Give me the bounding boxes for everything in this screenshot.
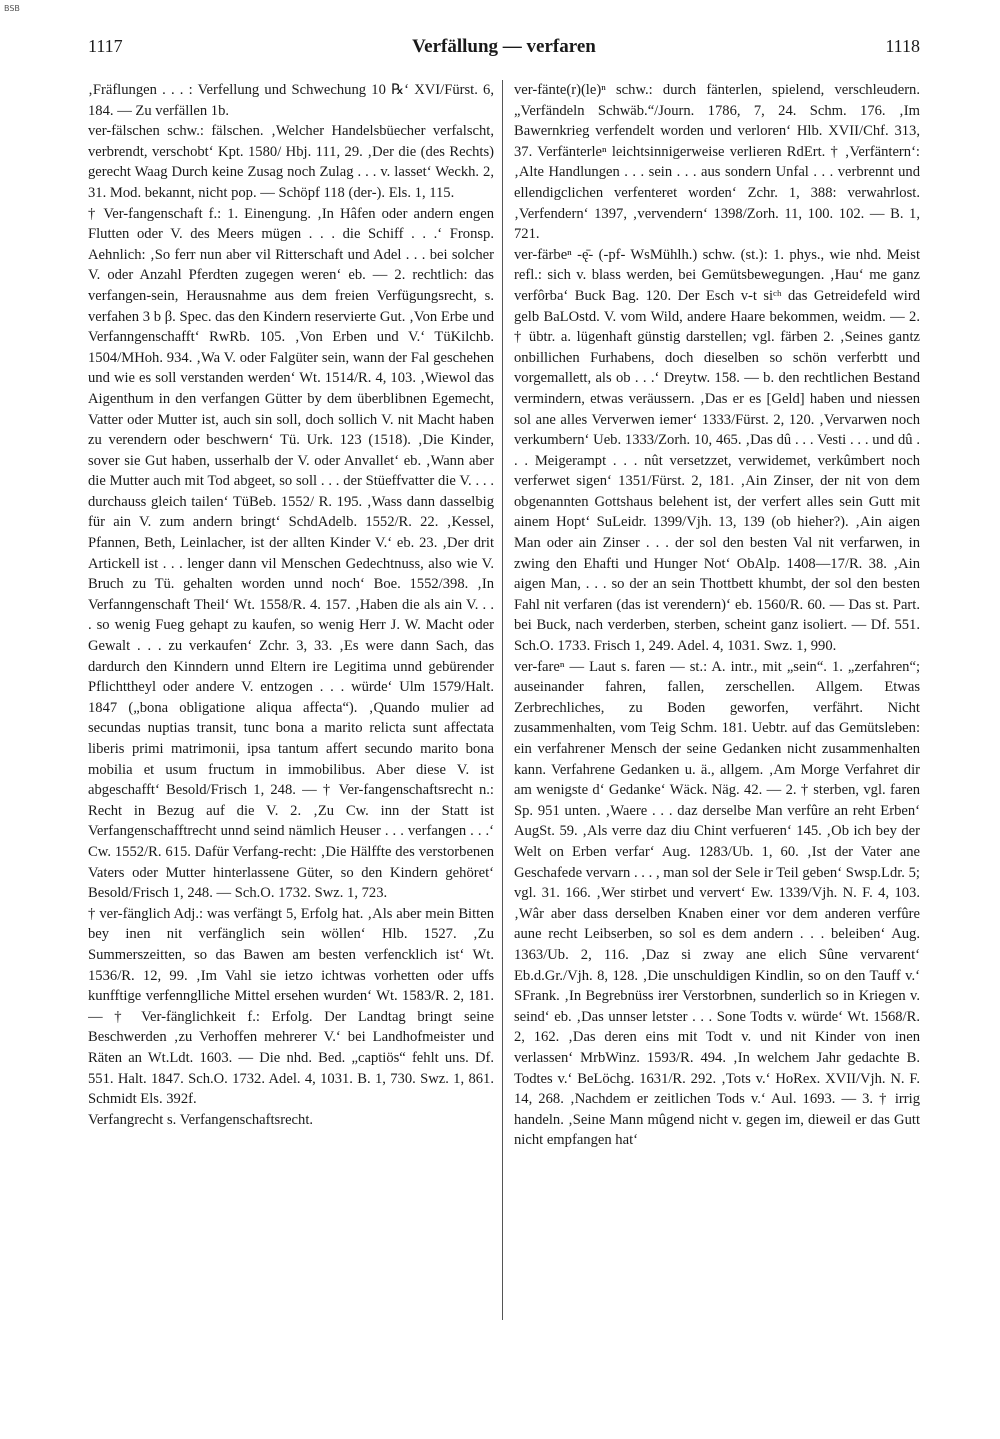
library-stamp: BSB (4, 4, 20, 13)
right-column (514, 80, 920, 1320)
entry-ver-faelschen: ver-fälschen schw.: fälschen. ‚Welcher Handelsbüecher verfalscht, verbrendt, verschobt‘ Kpt. 1580/ Hbj. 111, 29. ‚Der die (des Rechts) gerecht Waag Durch keine Zusag noch Zulag . . . v. lasset‘ Weckh. 2, 31. Mod. bekannt, nicht pop. — Schöpf 118 (der-). Els. 1, 115. (88, 123, 494, 201)
entry-ver-faenglich: † ver-fänglich Adj.: was verfängt 5, Erfolg hat. ‚Als aber mein Bitten bey inen nit verfänglich sein wöllen‘ Hlb. 1527. ‚Zu Summerszeitten, so das Bawen am besten verfencklich ist‘ Wt. 1536/R. 12, 99. ‚Im Vahl sie ietzo ichtwas vorhetten oder uffs kunfftige verfennglliche Mittel ersehen wurden‘ Wt. 1583/R. 2, 181. — † Ver-fänglichkeit f.: Erfolg. Der Landtag bringt seine Beschwerden ‚zu Verhoffen mehrerer V.‘ bei Landhofmeister und Räten an Wt.Ldt. 1603. — Die nhd. Bed. „captiös“ fehlt uns. Df. 551. Halt. 1847. Sch.O. 1732. Adel. 4, 1031. B. 1, 730. Swz. 1, 861. Schmidt Els. 392f. (88, 905, 494, 1108)
entry-ver-faerben: ver-färbeⁿ -ę̄- (-pf- WsMühlh.) schw. (st.): 1. phys., wie nhd. Meist refl.: sich v. blass werden, bei Gemütsbewegungen. ‚Hau‘ me ganz verfôrba‘ Buck Bag. 120. Der Esch v-t siᶜʰ das Getreidefeld wird gelb BaLOstd. V. vom Wild, andere Haare bekommen, weidm. — 2. † übtr. a. lügenhaft günstig darstellen; vgl. färben 2. ‚Seines gantz onbillichen Furhabens, doch dieselben so schön verferbtt und vorgemallett, als ob . . .‘ Dreytw. 158. — b. den rechtlichen Bestand vermindern, etwas veräussern. ‚Das er es [Geld] haben und niessen sol ane alles Ververwen iemer‘ 1333/Fürst. 2, 120. ‚Vervarwen noch verkumbern‘ Ueb. 1333/Zorh. 10, 465. ‚Das dû . . . Vesti . . . und dû . . . Meigerampt . . . nût versetzzet, verwidemet, verkûmbert noch verferwet sigen‘ 1351/Fürst. 2, 181. ‚Ain Zinser, der nit von dem obgenannten Gottshaus belehent ist, der verfert alles sein Gutt mit ainem Hopt‘ SuLeidr. 1399/Vjh. 13, 139 (ob hieher?). ‚Ain aigen Man oder ain Zinser . . . der sol den besten Val nit verfarwen, in zwing den Ehafti und Hunger Not‘ ObAlp. 1408—17/R. 38. ‚Ain aigen Man, . . . so der an sein Thottbett khumbt, der sol den besten Fahl nit verfaren (das ist verendern)‘ eb. 1560/R. 60. — Das st. Part. bei Buck, nach verderben, sterben, scheint ganz isoliert. — Df. 551. Sch.O. 1733. Frisch 1, 249. Adel. 4, 1031. Swz. 1, 990. (514, 246, 920, 655)
page-header (88, 36, 920, 60)
page-number-left: 1117 (88, 36, 123, 56)
running-title: Verfällung — verfaren (412, 36, 596, 57)
entry-verfangrecht: Verfangrecht s. Verfangenschaftsrecht. (88, 1111, 314, 1128)
entry-ver-faren: ver-fareⁿ — Laut s. faren — st.: A. intr., mit „sein“. 1. „zerfahren“; auseinander fahren, fallen, zerschellen. Allgem. Etwas Zerbrechliches, zu Boden geworfen, verfährt. Nicht zusammenhalten, vom Teig Schm. 181. Uebtr. auf das Gemütsleben: ein verfahrener Mensch der seine Gedanken nicht zusammenhalten kann. Verfahrene Gedanken u. ä., allgem. ‚Am Morge Verfahret dir am wenigste d‘ Gedanke‘ Wäck. Näg. 42. — 2. † sterben, vgl. faren Sp. 951 unten. ‚Waere . . . daz derselbe Man verfûre an reht Erben‘ AugSt. 59. ‚Als verre daz diu Chint verfueren‘ 145. ‚Ob ich bey der Welt on Erben verfar‘ Aug. 1283/Ub. 1, 60. ‚Ist der Vater ane Geschafede vervarn . . . , man sol der Sele ir Teil geben‘ Swsp.Ldr. 5; vgl. 31. 166. ‚Wer stirbet und ververt‘ Ew. 1339/Vjh. N. F. 4, 103. ‚Wâr aber dass derselben Knaben einer vor dem anderen verfûre aune recht Leibserben, so sol es dem andern . . . beleiben‘ Aug. 1363/Ub. 2, 116. ‚Daz si zway ane elich Sûne vervarent‘ Eb.d.Gr./Vjh. 8, 128. ‚Die unschuldigen Kindlin, so on den Tauff v.‘ SFrank. ‚In Begrebnüss irer Verstorbnen, sunderlich so in Kriegen v. seind‘ eb. ‚Das unnser letster . . . Sone Todts v. würde‘ Wt. 1568/R. 2, 162. ‚Das deren eins mit Todt v. und nit Kinder von inen verlassen‘ MrbWinz. 1593/R. 494. ‚In welchem Jahr gedachte B. Todtes v.‘ BeLöchg. 1631/R. 292. ‚Tots v.‘ HoRex. XVII/Vjh. N. F. 14, 268. ‚Nachdem er zeitlichen Tods v.‘ Aul. 1693. — 3. † irrig handeln. ‚Seine Mann mûgend nicht v. gegen im, dieweil er das Gutt nicht empfangen hat‘ (514, 658, 920, 1149)
entry-ver-fangenschaft: † Ver-fangenschaft f.: 1. Einengung. ‚In Hâfen oder andern engen Flutten oder V. des Meers mügen . . . die Schiff . . .‘ Fronsp. Aehnlich: ‚So ferr nun aber vil Ritterschaft und Adel . . . bei solcher V. oder Anzahl Pferdten zugegen weren‘ eb. — 2. rechtlich: das verfangen-sein, Herausnahme aus dem freien Verfügungsrecht, s. verfahen 3 b β. Spec. das den Kindern reservierte Gut. ‚Von Erbe und Verfanngenschafft‘ RwRb. 105. ‚Von Erben und V.‘ TüKilchb. 1504/MHoh. 934. ‚Wa V. oder Falgüter sein, wann der Fal geschehen und wie es soll verstanden werden‘ Wt. 1514/R. 4, 103. ‚Wiewol das Aigenthum in den verfangen Gütter by dem überblibnen Egemecht, Vatter oder Mutter ist, auch sin soll, doch sollich V. nit Macht haben zu verendern oder beschwern‘ Tü. Urk. 123 (1518). ‚Die Kinder, sover sie Gut haben, usserhalb der V. oder Anvallet‘ eb. ‚Wann aber die Mutter auch mit Tod abgeet, so soll . . . der Stüeffvatter die V. . . . durchauss gleich tailen‘ TüBeb. 1552/ R. 195. ‚Wass dann dasselbig für ain V. zum andern bringt‘ SchdAdelb. 1552/R. 22. ‚Kessel, Pfannen, Beth, Leinlacher, ist der allten Kinder V.‘ eb. 23. ‚Der drit Artickell ist . . . lenger dann vil Menschen Gedechtnuss, also wie V. Bruch zu Tü. gehalten worden unnd noch‘ Boe. 1552/398. ‚In Verfanngenschaft Theil‘ Wt. 1558/R. 4. 157. ‚Haben die als ain V. . . . so wenig Fueg gehapt zu kaufen, so wenig Herr J. W. Macht oder Gewalt . . . zu verkaufen‘ Zchr. 3, 33. ‚Es were dann Sach, das dardurch den Kinndern unnd Eltern ire Legitima unnd gebürender Pflichttheyl oder andere V. entzogen . . . würde‘ Ulm 1579/Halt. 1847 („bona obligatione aliqua affecta“). ‚Quando mulier ad secundas nuptias transit, tunc bona a marito relicta sunt affectata liberis primi matrimonii, ipsa tantum affert secundo marito bona mobilia et usum fructum in immobilibus. Aber diese V. ist abgeschafft‘ Besold/Frisch 1, 248. — † Ver-fangenschaftsrecht n.: Recht in Bezug auf die V. 2. ‚Zu Cw. inn der Statt ist Verfangenschafftrecht unnd seind nämlich Heuser . . . verfangen . . .‘ Cw. 1552/R. 615. Dafür Verfang-recht: ‚Die Hälffte des verstorbenen Vaters oder Mutter hinterlassene Güter, so den Kindern gehöret‘ Besold/Frisch 1, 248. — Sch.O. 1732. Swz. 1, 723. (88, 205, 494, 902)
page-number-right: 1118 (885, 36, 920, 56)
column-divider (502, 80, 503, 1320)
left-column (88, 80, 494, 1320)
entry-fraeflungen: ‚Fräflungen . . . : Verfellung und Schwechung 10 ℞‘ XVI/Fürst. 6, 184. — Zu verfällen 1b. (88, 82, 494, 119)
entry-ver-faenteln: ver-fänte(r)(le)ⁿ schw.: durch fänterlen, spielend, verschleudern. „Verfändeln Schwäb.“/Journ. 1786, 7, 24. Schm. 176. ‚Im Bawernkrieg verfendelt worden und verloren‘ Hlb. XVII/Chf. 313, 37. Verfänterleⁿ leichtsinnigerweise verlieren RdErt. † ‚Verfäntern‘: ‚Alte Handlungen . . . sein . . . aus sondern Unfal . . . verbrennt und ellendigclichen verfenteret worden‘ Zchr. 1, 388: verwahrlost. ‚Verfendern‘ 1397, ‚vervendern‘ 1398/Zorh. 11, 100. 102. — B. 1, 721. (514, 82, 920, 243)
